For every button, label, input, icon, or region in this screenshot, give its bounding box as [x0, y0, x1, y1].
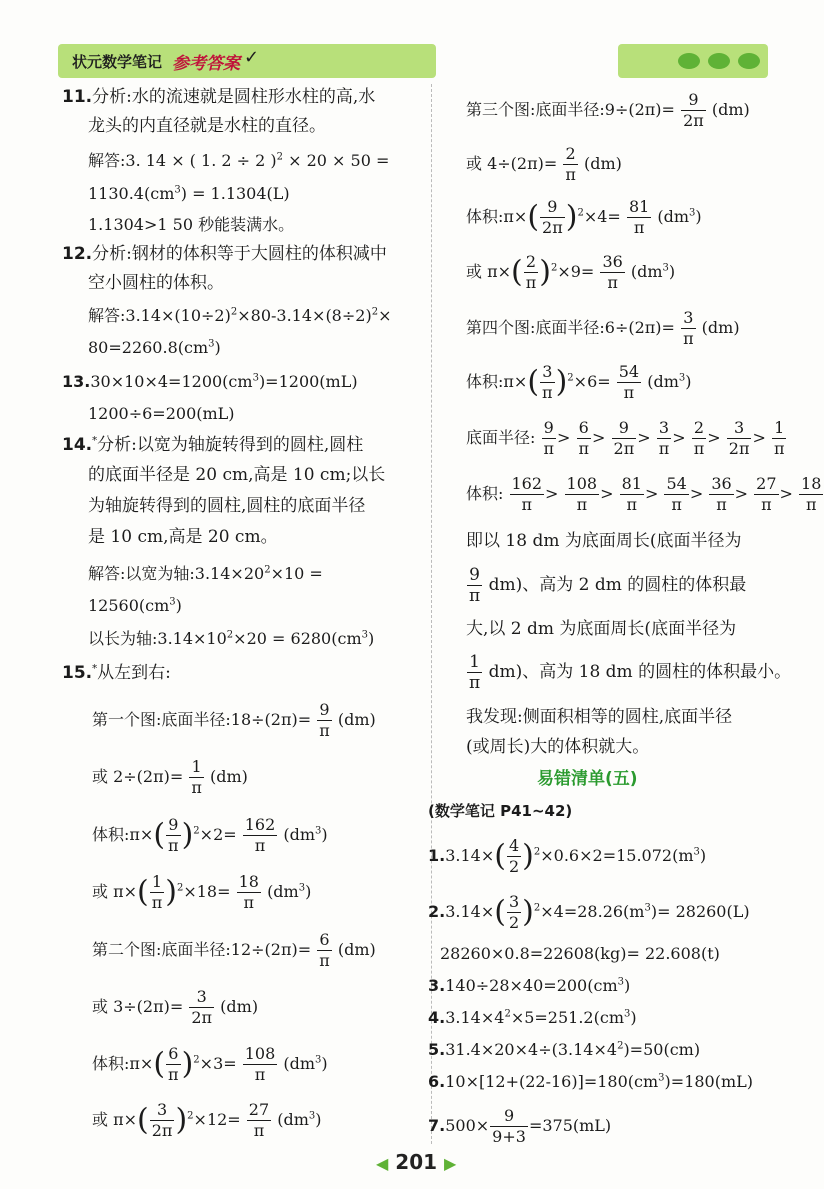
- q12-line1: 12.分析:钢材的体积等于大圆柱的体积减中: [62, 244, 387, 264]
- q14-line3: 为轴旋转得到的圆柱,圆柱的底面半径: [88, 496, 366, 516]
- answer-1: 1.3.14×( $\frac{4}{2}$ )$^2\times 0.6\times 2=15.072(m^3)$: [428, 836, 707, 876]
- q12-line4: $80=2260.8(cm^3)$: [88, 338, 221, 357]
- arrow-right-icon: ▶: [444, 1154, 457, 1173]
- conclusion-line3: 大,以 2 dm 为底面周长(底面半径为: [466, 619, 737, 639]
- fig2-volume-b: 或 π×( $\frac{3}{2\pi}$ )$^2$×12= $\frac{27}{\pi}$ $(dm^3)$: [92, 1100, 322, 1140]
- q14-line6: $12560(cm^3)$: [88, 596, 182, 615]
- fig3-volume-a: 体积:π×( $\frac{9}{2\pi}$ )$^2$×4= $\frac{81}{\pi}$ $(dm^3)$: [466, 197, 702, 237]
- conclusion-line4: $\frac{1}{\pi}$ dm)、高为 18 dm 的圆柱的体积最小。: [469, 652, 792, 693]
- fig3-volume-b: 或 π×( $\frac{2}{\pi}$ )$^2$×9= $\frac{36}{\pi}$ $(dm^3)$: [466, 252, 676, 292]
- q14-line5: 解答:以宽为轴$:3.14\times 20^2\times 10$ =: [88, 564, 323, 583]
- header-dot: [708, 53, 730, 69]
- fig4-volume: 体积:π×( $\frac{3}{\pi}$ )$^2$×6= $\frac{54}{\pi}$ $(dm^3)$: [466, 362, 692, 402]
- fraction: $\frac{1}{\pi}$: [191, 757, 202, 797]
- header-dot: [678, 53, 700, 69]
- q13-line1: $13.30\times 10\times 4=1200(cm^3)=1200(mL)$: [62, 372, 358, 391]
- fraction: $\frac{36}{\pi}$: [602, 252, 623, 292]
- answer-5: $5.31.4\times 20\times 4\div(3.14\times 4^2)=50(cm)$: [428, 1040, 701, 1059]
- fig2-radius-a: 第二个图:底面半径:12÷(2π)= $\frac{6}{\pi}$ (dm): [92, 930, 376, 970]
- fig3-radius-a: 第三个图:底面半径:9÷(2π)= $\frac{9}{2\pi}$ (dm): [466, 90, 750, 130]
- fraction: $\frac{162}{\pi}$: [244, 815, 276, 855]
- fraction: $\frac{9}{\pi}$: [168, 815, 179, 855]
- header-title: 状元数学笔记: [72, 53, 163, 71]
- q14-line1: 14.*分析:以宽为轴旋转得到的圆柱,圆柱: [62, 435, 364, 455]
- section-title: 易错清单(五): [537, 769, 638, 789]
- fraction: $\frac{9}{2\pi}$: [542, 197, 563, 237]
- fraction: $\frac{2}{\pi}$: [565, 144, 576, 184]
- q11-line5: 1.1304>1 50 秒能装满水。: [88, 215, 295, 234]
- answer-2-line2: 28260×0.8=22608(kg)= 22.608(t): [440, 944, 720, 963]
- fraction: $\frac{6}{\pi}$: [168, 1044, 179, 1084]
- answer-2: 2.3.14×( $\frac{3}{2}$ )$^2\times 4=28.26(m^3)= 28260(L)$: [428, 892, 750, 932]
- fraction: $\frac{108}{\pi}$: [244, 1044, 276, 1084]
- fig1-volume-b: 或 π×( $\frac{1}{\pi}$ )$^2$×18= $\frac{18}{\pi}$ $(dm^3)$: [92, 872, 312, 912]
- answer-3: $3.140\div 28\times 40=200(cm^3)$: [428, 976, 631, 995]
- fraction: $\frac{3}{2\pi}$: [191, 987, 213, 1027]
- fraction: $\frac{3}{2\pi}$: [151, 1100, 173, 1140]
- fraction: $\frac{27}{\pi}$: [248, 1100, 270, 1140]
- q13-line2: 1200÷6=200(mL): [88, 404, 235, 423]
- q14-line4: 是 10 cm,高是 20 cm。: [88, 527, 278, 547]
- answer-7: 7.500× $\frac{9}{9+3}$ =375(mL): [428, 1106, 612, 1146]
- q14-line7: 以长为轴$:3.14\times 10^2\times 20 = 6280(cm^3)$: [88, 629, 375, 648]
- q12-line2: 空小圆柱的体积。: [88, 273, 224, 293]
- fig3-radius-b: 或 4÷(2π)= $\frac{2}{\pi}$ (dm): [466, 144, 622, 184]
- fig1-radius-a: 第一个图:底面半径:18÷(2π)= $\frac{9}{\pi}$ (dm): [92, 700, 376, 740]
- section-reference: (数学笔记 P41~42): [428, 802, 573, 820]
- q15-line1: 15.*从左到右:: [62, 663, 171, 683]
- answer-4: $4.3.14\times 4^2\times 5=251.2(cm^3)$: [428, 1008, 637, 1027]
- q11-line3: 解答:3. 14 × ( 1. 2 ÷ 2 )$^2$ × 20 × 50 =: [88, 151, 390, 170]
- page-number: ◀ 201 ▶: [376, 1150, 457, 1174]
- fig1-radius-b: 或 2÷(2π)= $\frac{1}{\pi}$ (dm): [92, 757, 248, 797]
- fig2-radius-b: 或 3÷(2π)= $\frac{3}{2\pi}$ (dm): [92, 987, 259, 1027]
- header-dot: [738, 53, 760, 69]
- fraction: $\frac{3}{\pi}$: [542, 362, 553, 402]
- fig1-volume-a: 体积:π×( $\frac{9}{\pi}$ )$^2$×2= $\frac{162}{\pi}$ $(dm^3)$: [92, 815, 328, 855]
- volume-comparison: 体积: $\frac{162}{\pi}$ > $\frac{108}{\pi}$ > $\frac{81}{\pi}$ > $\frac{54}{\pi}$ > $\frac{36}{\pi}$ > $\frac{27}{\pi}$ > $\frac{18}{\pi}$: [466, 474, 822, 514]
- q11-line1: 11.分析:水的流速就是圆柱形水柱的高,水: [62, 87, 376, 107]
- check-icon: ✓: [244, 47, 260, 68]
- page-header: [58, 44, 768, 80]
- fraction: $\frac{6}{\pi}$: [319, 930, 330, 970]
- fig2-volume-a: 体积:π×( $\frac{6}{\pi}$ )$^2$×3= $\frac{108}{\pi}$ $(dm^3)$: [92, 1044, 328, 1084]
- q12-line3: 解答$:3.14\times(10\div 2)^2\times 80-3.14\times(8\div 2)^2\times$: [88, 306, 392, 325]
- conclusion-line1: 即以 18 dm 为底面周长(底面半径为: [466, 531, 742, 551]
- discovery-line1: 我发现:侧面积相等的圆柱,底面半径: [466, 707, 733, 727]
- arrow-left-icon: ◀: [376, 1154, 389, 1173]
- header-subtitle: 参考答案: [172, 54, 240, 74]
- discovery-line2: (或周长)大的体积就大。: [466, 737, 650, 757]
- fig4-radius: 第四个图:底面半径:6÷(2π)= $\frac{3}{\pi}$ (dm): [466, 308, 740, 348]
- fraction: $\frac{1}{\pi}$: [151, 872, 163, 912]
- fraction: $\frac{9}{2\pi}$: [683, 90, 704, 130]
- q11-line2: 龙头的内直径就是水柱的直径。: [88, 116, 326, 136]
- fraction: $\frac{3}{\pi}$: [683, 308, 694, 348]
- fraction: $\frac{18}{\pi}$: [238, 872, 259, 912]
- fraction: $\frac{2}{\pi}$: [525, 252, 537, 292]
- q11-line4: $1130.4(cm^3) = 1.1304(L)$: [88, 184, 290, 203]
- header-dots: [678, 53, 760, 69]
- conclusion-line2: $\frac{9}{\pi}$ dm)、高为 2 dm 的圆柱的体积最: [469, 565, 747, 606]
- q14-line2: 的底面半径是 20 cm,高是 10 cm;以长: [88, 465, 386, 485]
- radius-comparison: 底面半径: $\frac{9}{\pi}$ > $\frac{6}{\pi}$ > $\frac{9}{2\pi}$ > $\frac{3}{\pi}$ > $\frac{2}{\pi}$ > $\frac{3}{2\pi}$ > $\frac{1}{\pi}$: [466, 418, 785, 458]
- fraction: $\frac{9}{\pi}$: [319, 700, 330, 740]
- answer-6: $6.10\times[12+(22-16)]=180(cm^3)=180(mL)$: [428, 1072, 754, 1091]
- fraction: $\frac{54}{\pi}$: [618, 362, 640, 402]
- fraction: $\frac{81}{\pi}$: [628, 197, 650, 237]
